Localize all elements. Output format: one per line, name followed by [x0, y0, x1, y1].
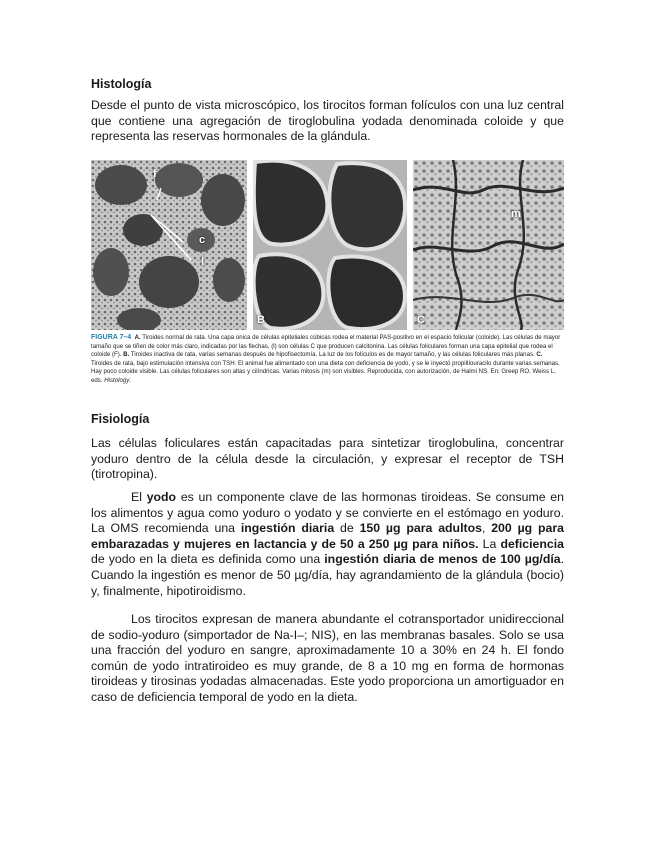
- micrograph-c-image: [413, 160, 564, 330]
- label-c: c: [199, 234, 206, 246]
- micrograph-b-image: [253, 160, 407, 330]
- heading-fisiologia: Fisiología: [91, 412, 150, 426]
- label-c-panel: C: [417, 314, 425, 326]
- paragraph-tirocitos: Los tirocitos expresan de manera abundante el cotransportador unidireccional de sodio-yoduro (simportador de Na-I–; NIS), en las membranas basales. Solo se usa una fracción del yoduro en sangre, aproximadamente 10 a 30% en 24 h. El fondo común de yodo intratiroideo es muy grande, de 8 a 10 mg en forma de hormonas tiroideas y tirosinas yodadas almacenadas. Este yodo proporciona un amortiguador en caso de deficiencia temporal de yodo en la dieta.: [91, 612, 564, 704]
- label-f: f: [153, 168, 157, 180]
- micrograph-a-image: [91, 160, 247, 330]
- histology-figure: [91, 160, 564, 330]
- paragraph-fisiologia-1: Las células foliculares están capacitadas para sintetizar tiroglobulina, concentrar yoduro dentro de la célula desde la circulación, y expresar el receptor de TSH (tirotropina).: [91, 436, 564, 482]
- figure-number: FIGURA 7–4: [91, 334, 132, 341]
- micrograph-panel-a: [91, 160, 247, 330]
- micrograph-panel-c: [413, 160, 564, 330]
- label-l: l: [201, 256, 205, 268]
- figure-caption: FIGURA 7–4 A. Tiroides normal de rata. Una capa única de células epiteliales cúbicas rodea el material PAS-positivo en el espacio folicular (coloide). Las células de mayor tamaño que se tiñen de color más claro, indicadas por las flechas, (l) son células C que producen calcitonina. Las células foliculares forman una capa epitelial que rodea el coloide (F). B. Tiroides inactiva de rata, varias semanas después de hipofisectomía. La luz de los folículos es de mayor tamaño, y las células foliculares más planas. C. Tiroides de rata, bajo estimulación intensiva con TSH. El animal fue alimentado con una dieta con deficiencia de yodo, y se le inyectó propiltiouracilo durante varias semanas. Hay poco coloide visible. Las células foliculares son altas y cilíndricas. Varias mitosis (m) son visibles. Reproducida, con autorización, de Halmi NS. En: Greep RO, Weiss L, eds. Histology.: [91, 334, 561, 384]
- paragraph-histologia: Desde el punto de vista microscópico, los tirocitos forman folículos con una luz central que contiene una agregación de tiroglobulina yodada denominada coloide y que representa las reservas hormonales de la glándula.: [91, 98, 564, 144]
- paragraph-yodo: El yodo es un componente clave de las hormonas tiroideas. Se consume en los alimentos y agua como yoduro o yodato y se convierte en el estómago en yoduro. La OMS recomienda una ingestión diaria de 150 µg para adultos, 200 µg para embarazadas y mujeres en lactancia y de 50 a 250 µg para niños. La deficiencia de yodo en la dieta es definida como una ingestión diaria de menos de 100 µg/día. Cuando la ingestión es menor de 50 µg/día, hay agrandamiento de la glándula (bocio) y, finalmente, hipotiroidismo.: [91, 490, 565, 598]
- label-b: B: [257, 314, 265, 326]
- micrograph-panel-b: [253, 160, 407, 330]
- label-m: m: [511, 208, 521, 220]
- heading-histologia: Histología: [91, 77, 152, 91]
